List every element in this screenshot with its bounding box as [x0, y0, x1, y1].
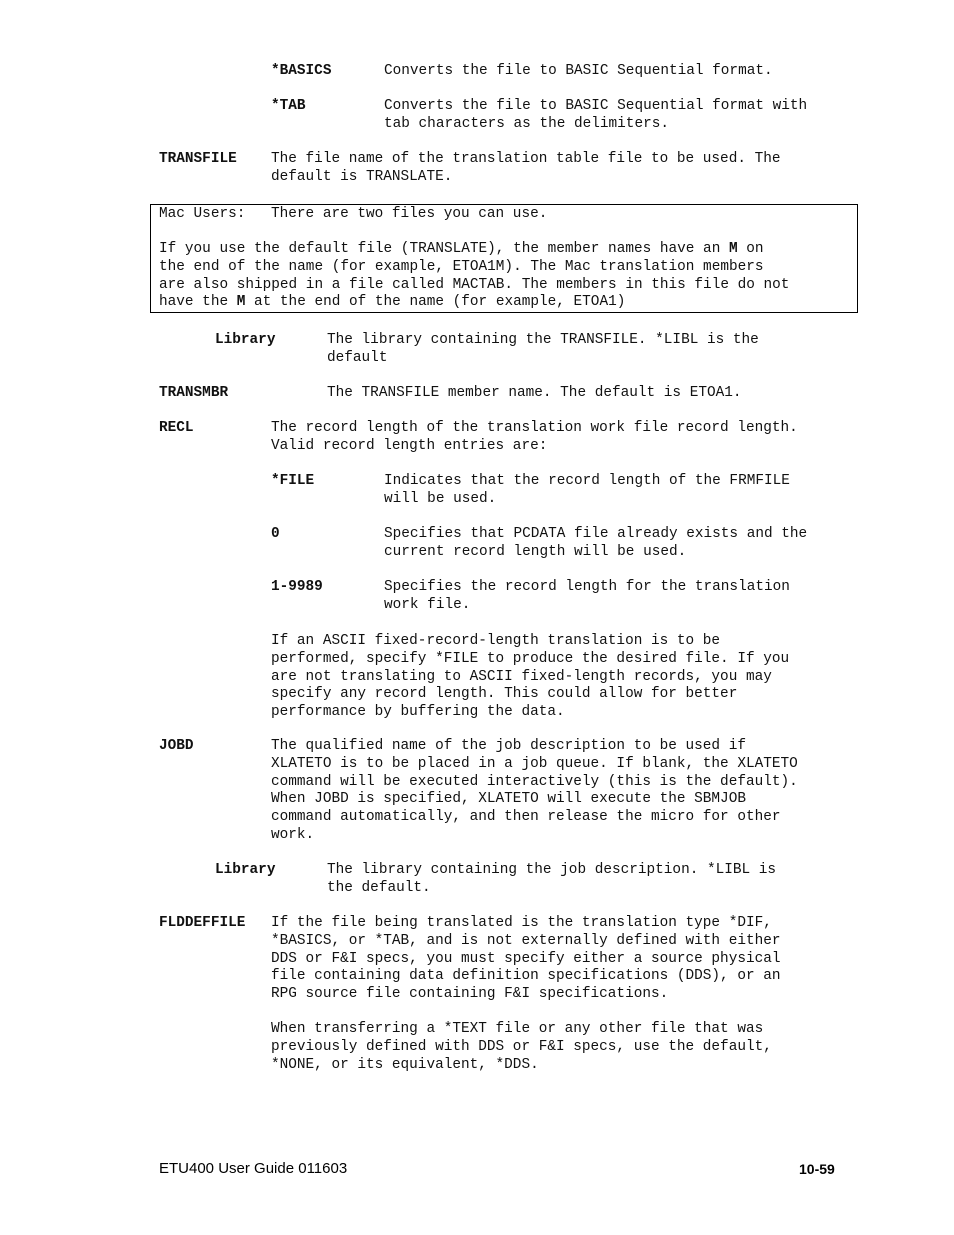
library-term-1: Library — [215, 332, 276, 348]
library-2-description-line: The library containing the job description. *LIBL is — [327, 862, 777, 878]
flddeffile-paragraph-description-line: When transferring a *TEXT file or any other file that was — [271, 1021, 764, 1037]
note-line-2: the end of the name (for example, ETOA1M). The Mac translation members — [159, 259, 764, 275]
jobd-description-line: When JOBD is specified, XLATETO will execute the SBMJOB — [271, 791, 746, 808]
jobd-description-line: command will be executed interactively (this is the default). — [271, 773, 798, 790]
footer-page-number: 10-59 — [799, 1161, 835, 1177]
jobd-description-line: The qualified name of the job description to be used if — [271, 738, 746, 754]
jobd-term: JOBD — [159, 738, 194, 754]
note-line-4: have the M at the end of the name (for example, ETOA1) — [159, 294, 626, 310]
footer-title: ETU400 User Guide 011603 — [159, 1160, 348, 1177]
transfile-description-line: default is TRANSLATE. — [271, 168, 453, 185]
file-description-line: Indicates that the record length of the FRMFILE — [384, 473, 790, 489]
transmbr-term: TRANSMBR — [159, 385, 229, 401]
recl-paragraph-description-line: performance by buffering the data. — [271, 704, 565, 721]
note-line-1: If you use the default file (TRANSLATE), the member names have an M on — [159, 241, 764, 257]
library-1-description-line: default — [327, 349, 388, 366]
flddeffile-paragraph-description-line: previously defined with DDS or F&I specs, use the default, — [271, 1038, 772, 1055]
flddeffile-description-line: RPG source file containing F&I specifications. — [271, 986, 669, 1003]
recl-description-line: Valid record length entries are: — [271, 437, 548, 454]
jobd-description-line: XLATETO is to be placed in a job queue. If blank, the XLATETO — [271, 755, 798, 772]
recl-paragraph-description-line: specify any record length. This could allow for better — [271, 686, 738, 703]
zero-description-line: Specifies that PCDATA file already exists and the — [384, 526, 808, 542]
recl-description-line: The record length of the translation work file record length. — [271, 420, 798, 436]
library-2-description-line: the default. — [327, 879, 431, 896]
zero-description-line: current record length will be used. — [384, 543, 687, 560]
range-description-line: work file. — [384, 596, 471, 613]
tab-term: *TAB — [271, 98, 306, 114]
flddeffile-description-line: DDS or F&I specs, you must specify either a source physical — [271, 950, 781, 967]
tab-description-line: tab characters as the delimiters. — [384, 115, 669, 132]
flddeffile-term: FLDDEFFILE — [159, 915, 246, 931]
note-line-3: are also shipped in a file called MACTAB. The members in this file do not — [159, 277, 790, 293]
jobd-description-line: work. — [271, 827, 315, 843]
flddeffile-paragraph-description-line: *NONE, or its equivalent, *DDS. — [271, 1056, 539, 1073]
transfile-term: TRANSFILE — [159, 151, 237, 167]
note-label: Mac Users: — [159, 206, 246, 222]
library-1-description-line: The library containing the TRANSFILE. *LIBL is the — [327, 332, 759, 348]
recl-paragraph-description-line: If an ASCII fixed-record-length translation is to be — [271, 633, 721, 649]
basics-term: *BASICS — [271, 63, 332, 79]
jobd-description-line: command automatically, and then release the micro for other — [271, 809, 781, 826]
range-description-line: Specifies the record length for the translation — [384, 579, 790, 595]
basics-description-line: Converts the file to BASIC Sequential format. — [384, 63, 773, 79]
transfile-description-line: The file name of the translation table file to be used. The — [271, 151, 781, 167]
library-term-2: Library — [215, 862, 276, 878]
note-first-line: There are two files you can use. — [271, 206, 548, 222]
flddeffile-description-line: file containing data definition specifications (DDS), or an — [271, 968, 781, 985]
recl-paragraph-description-line: are not translating to ASCII fixed-length records, you may — [271, 668, 772, 685]
file-description-line: will be used. — [384, 490, 497, 507]
zero-term: 0 — [271, 526, 280, 542]
tab-description-line: Converts the file to BASIC Sequential format with — [384, 98, 808, 114]
recl-term: RECL — [159, 420, 194, 436]
range-term: 1-9989 — [271, 579, 323, 595]
flddeffile-description-line: If the file being translated is the translation type *DIF, — [271, 915, 772, 931]
transmbr-description-line: The TRANSFILE member name. The default is ETOA1. — [327, 385, 742, 401]
file-term: *FILE — [271, 473, 315, 489]
recl-paragraph-description-line: performed, specify *FILE to produce the desired file. If you — [271, 650, 790, 667]
flddeffile-description-line: *BASICS, or *TAB, and is not externally defined with either — [271, 932, 781, 949]
